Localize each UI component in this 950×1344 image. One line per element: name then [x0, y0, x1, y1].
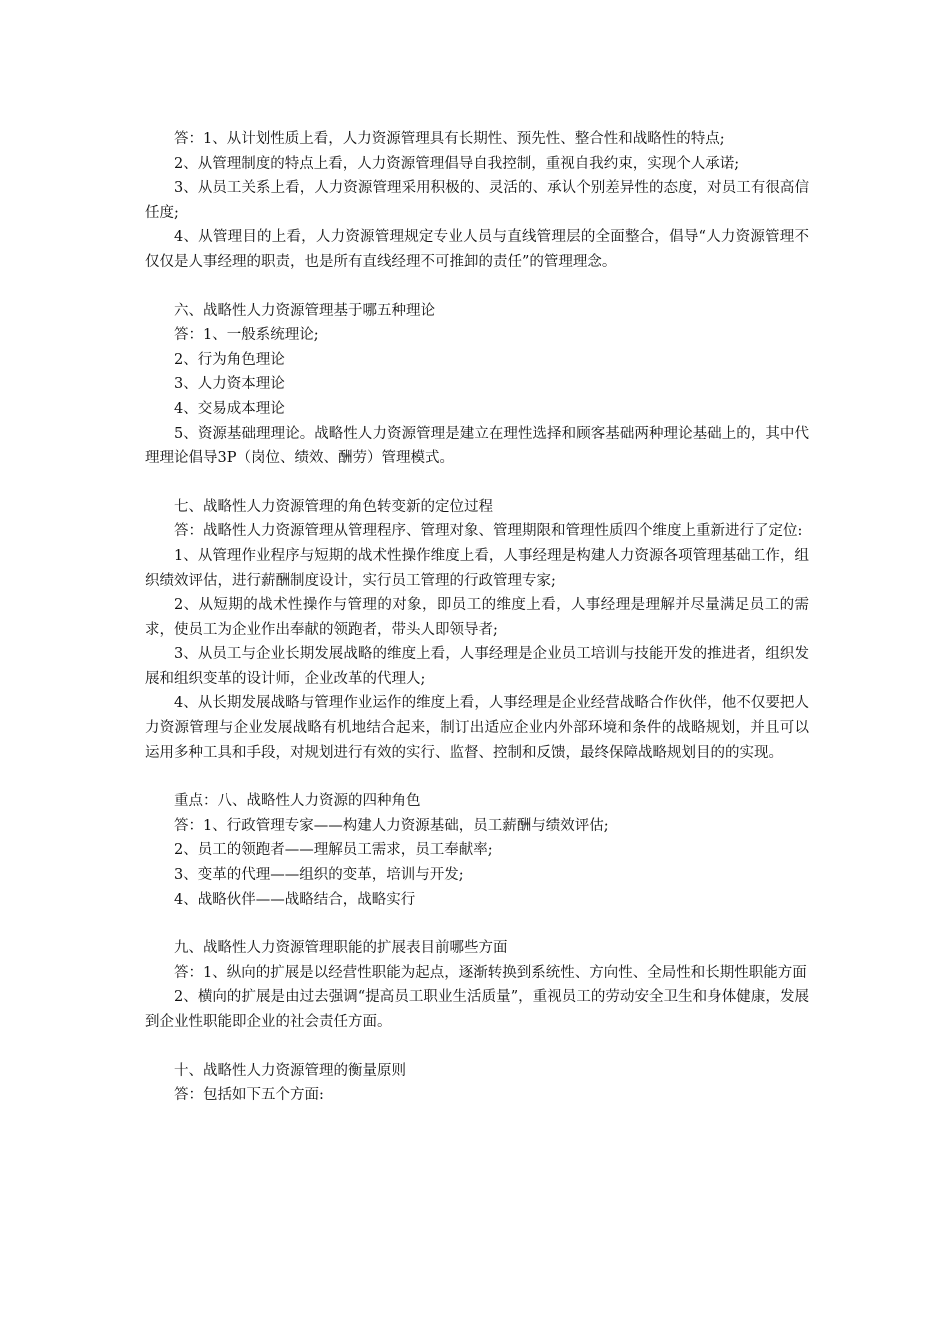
section-answer-continued	[145, 127, 809, 275]
section-section-10	[145, 1059, 809, 1108]
section-heading: 六、战略性人力资源管理基于哪五种理论	[174, 302, 435, 319]
paragraph: 5、资源基础理理论。战略性人力资源管理是建立在理性选择和顾客基础两种理论基础上的，其中代理理论倡导3P（岗位、绩效、酬劳）管理模式。	[145, 425, 809, 467]
paragraph: 3、人力资本理论	[174, 376, 285, 393]
paragraph: 2、行为角色理论	[174, 351, 285, 368]
paragraph: 2、横向的扩展是由过去强调“提高员工职业生活质量”，重视员工的劳动安全卫生和身体健康，发展到企业性职能即企业的社会责任方面。	[145, 989, 809, 1030]
paragraph: 3、变革的代理——组织的变革，培训与开发;	[174, 867, 464, 884]
paragraph: 3、从员工与企业长期发展战略的维度上看，人事经理是企业员工培训与技能开发的推进者，组织发展和组织变革的设计师，企业改革的代理人;	[145, 646, 809, 687]
paragraph: 4、从长期发展战略与管理作业运作的维度上看，人事经理是企业经营战略合作伙伴，他不仅要把人力资源管理与企业发展战略有机地结合起来，制订出适应企业内外部环境和条件的战略规划，并且可以运用多种工具和手段，对规划进行有效的实行、监督、控制和反馈，最终保障战略规划目的的实现。	[145, 695, 809, 761]
paragraph: 4、交易成本理论	[174, 400, 285, 417]
section-section-9	[145, 936, 809, 1034]
paragraph: 4、从管理目的上看，人力资源管理规定专业人员与直线管理层的全面整合，倡导“人力资源管理不仅仅是人事经理的职责，也是所有直线经理不可推卸的责任”的管理理念。	[145, 229, 809, 270]
document-page	[145, 127, 809, 1132]
paragraph: 答：1、纵向的扩展是以经营性职能为起点，逐渐转换到系统性、方向性、全局性和长期性职能方面	[174, 964, 807, 981]
paragraph: 2、从短期的战术性操作与管理的对象，即员工的维度上看，人事经理是理解并尽量满足员工的需求，使员工为企业作出奉献的领跑者，带头人即领导者;	[145, 597, 809, 638]
section-section-8	[145, 789, 809, 912]
paragraph: 4、战略伙伴——战略结合，战略实行	[174, 891, 416, 908]
paragraph: 答：包括如下五个方面:	[174, 1087, 324, 1104]
paragraph: 答：战略性人力资源管理从管理程序、管理对象、管理期限和管理性质四个维度上重新进行了定位:	[174, 523, 803, 540]
section-section-6	[145, 299, 809, 471]
section-heading: 七、战略性人力资源管理的角色转变新的定位过程	[174, 498, 493, 515]
paragraph: 3、从员工关系上看，人力资源管理采用积极的、灵活的、承认个别差异性的态度，对员工有很高信任度;	[145, 180, 809, 221]
paragraph: 2、员工的领跑者——理解员工需求，员工奉献率;	[174, 842, 493, 859]
paragraph: 答：1、从计划性质上看，人力资源管理具有长期性、预先性、整合性和战略性的特点;	[174, 131, 725, 147]
paragraph: 1、从管理作业程序与短期的战术性操作维度上看，人事经理是构建人力资源各项管理基础工作，组织绩效评估，进行薪酬制度设计，实行员工管理的行政管理专家;	[145, 547, 809, 589]
paragraph: 2、从管理制度的特点上看，人力资源管理倡导自我控制，重视自我约束，实现个人承诺;	[174, 155, 740, 172]
section-heading: 九、战略性人力资源管理职能的扩展表目前哪些方面	[174, 940, 508, 957]
section-heading: 十、战略性人力资源管理的衡量原则	[174, 1062, 406, 1079]
paragraph: 答：1、一般系统理论;	[174, 327, 319, 344]
paragraph: 答：1、行政管理专家——构建人力资源基础，员工薪酬与绩效评估;	[174, 817, 609, 834]
section-heading: 重点：八、战略性人力资源的四种角色	[174, 793, 421, 810]
section-section-7	[145, 495, 809, 766]
